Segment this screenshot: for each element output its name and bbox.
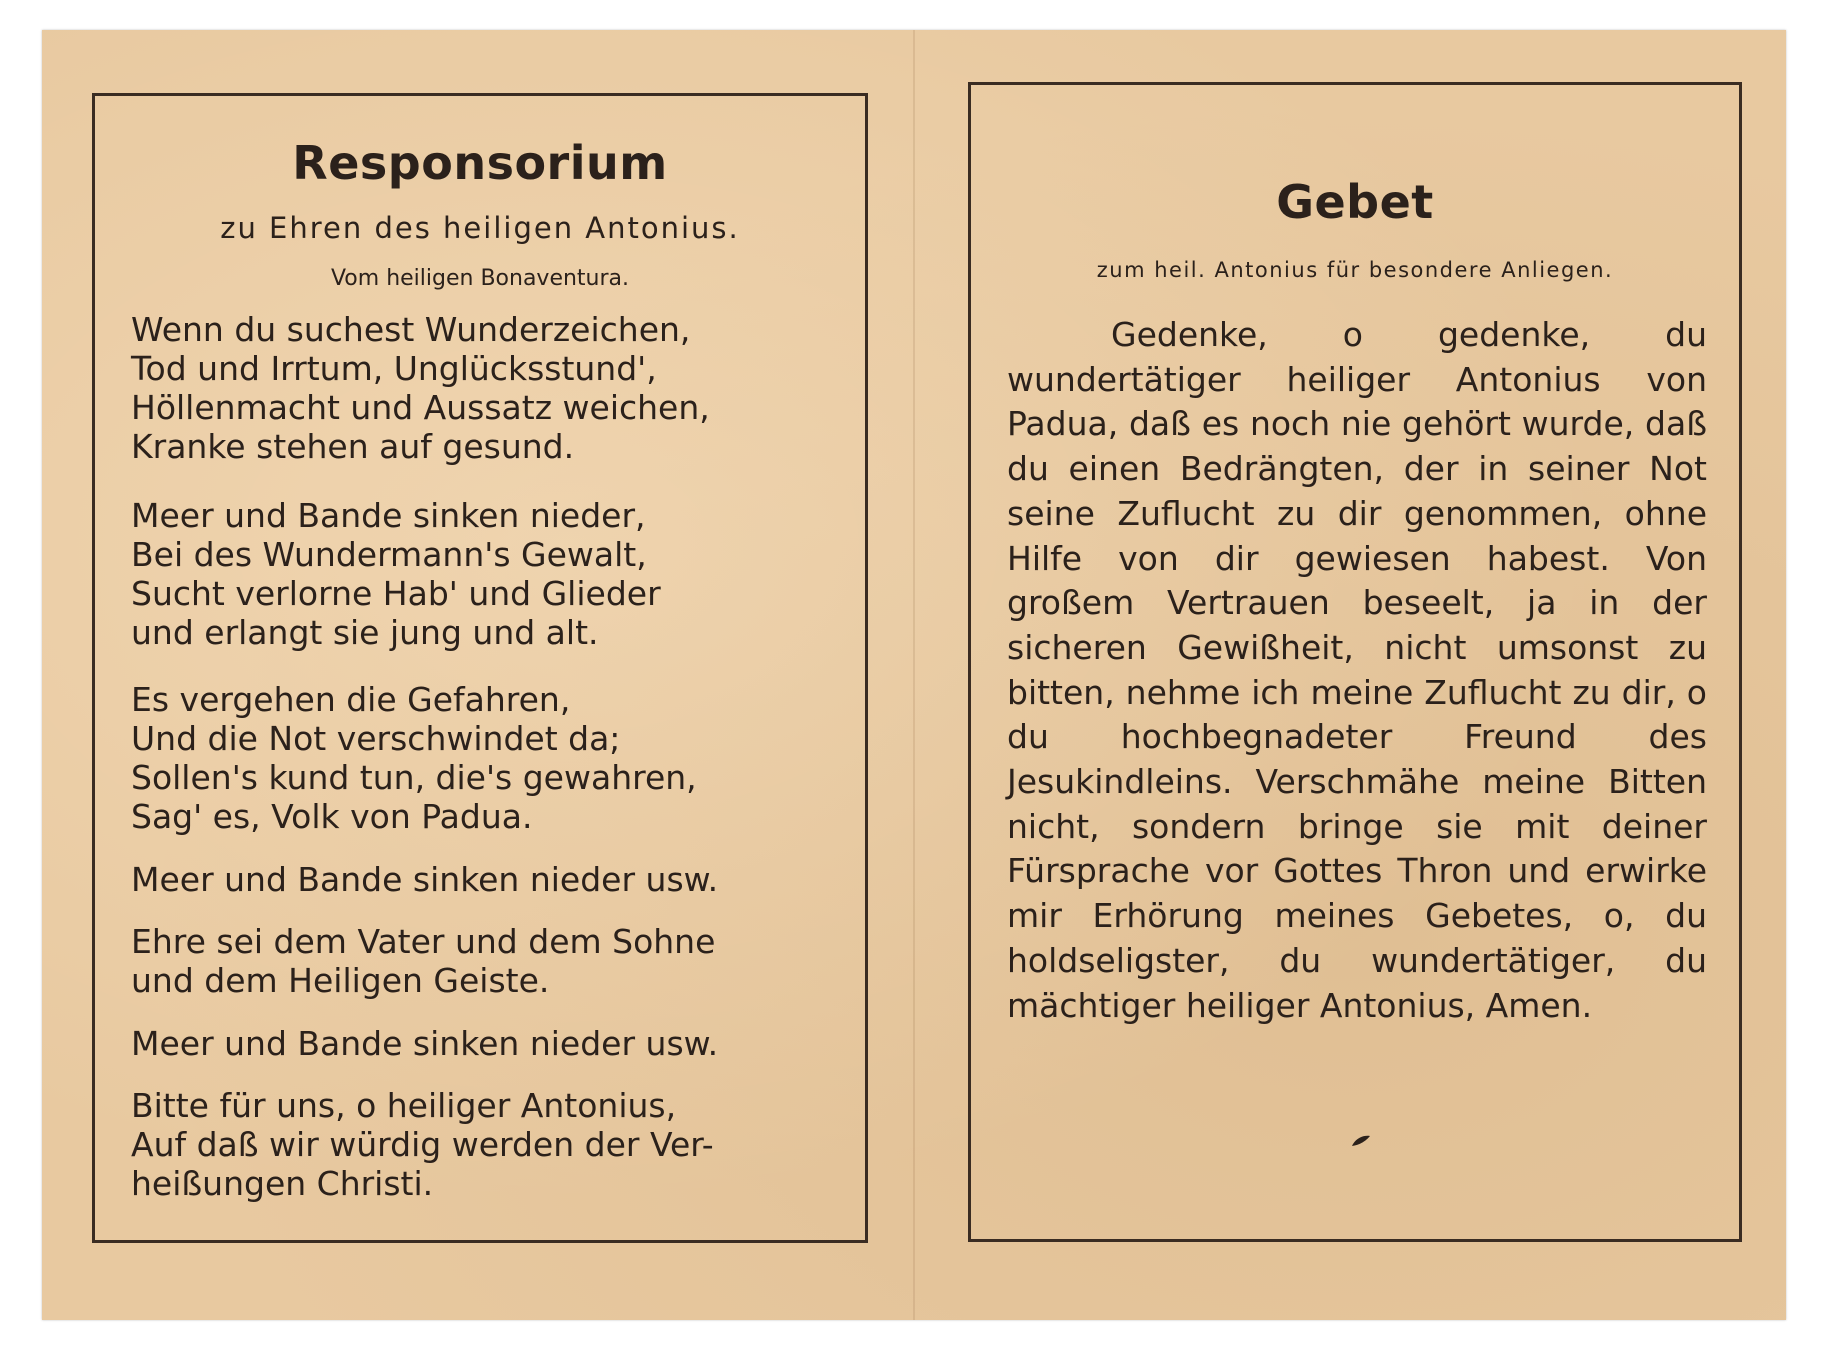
responsorium-panel bbox=[92, 93, 868, 1243]
responsorium-refrain: Meer und Bande sinken nieder usw. bbox=[131, 1024, 719, 1063]
responsorium-subtitle: zu Ehren des heiligen Antonius. bbox=[220, 211, 740, 245]
responsorium-closing-verse: Bitte für uns, o heiliger Antonius, Auf daß wir würdig werden der Ver- heißungen Christi. bbox=[131, 1086, 714, 1203]
card-fold-line bbox=[913, 30, 915, 1320]
leaf-ornament-icon bbox=[1351, 1135, 1371, 1147]
responsorium-doxology: Ehre sei dem Vater und dem Sohne und dem Heiligen Geiste. bbox=[131, 922, 716, 1000]
responsorium-refrain: Meer und Bande sinken nieder usw. bbox=[131, 860, 719, 899]
gebet-title: Gebet bbox=[1276, 175, 1434, 229]
gebet-subtitle: zum heil. Antonius für besondere Anliegen. bbox=[1096, 258, 1614, 282]
responsorium-author-line: Vom heiligen Bonaventura. bbox=[330, 266, 630, 291]
responsorium-stanza: Es vergehen die Gefahren, Und die Not verschwindet da; Sollen's kund tun, die's gewahren, Sag' es, Volk von Padua. bbox=[131, 680, 697, 836]
gebet-prayer-text: Gedenke, o gedenke, du wundertätiger heiliger Antonius von Padua, daß es noch nie gehört wurde, daß du einen Bedrängten, der in seiner Not seine Zuflucht zu dir genommen, ohne Hilfe von dir gewiesen habest. Von großem Vertrauen beseelt, ja in der sicheren Gewißheit, nicht umsonst zu bitten, nehme ich meine Zuflucht zu dir, o du hochbegnadeter Freund des Jesukindleins. Verschmähe meine Bitten nicht, sondern bringe sie mit deiner Fürsprache vor Gottes Thron und erwirke mir Erhörung meines Gebetes, o, du holdseligster, du wundertätiger, du mächtiger heiliger Antonius, Amen. bbox=[1007, 315, 1707, 1025]
responsorium-title: Responsorium bbox=[292, 136, 668, 190]
gebet-panel bbox=[968, 82, 1742, 1242]
responsorium-stanza: Wenn du suchest Wunderzeichen, Tod und Irrtum, Unglücksstund', Höllenmacht und Aussatz weichen, Kranke stehen auf gesund. bbox=[131, 310, 710, 466]
responsorium-stanza: Meer und Bande sinken nieder, Bei des Wundermann's Gewalt, Sucht verlorne Hab' und Glieder und erlangt sie jung und alt. bbox=[131, 496, 661, 652]
